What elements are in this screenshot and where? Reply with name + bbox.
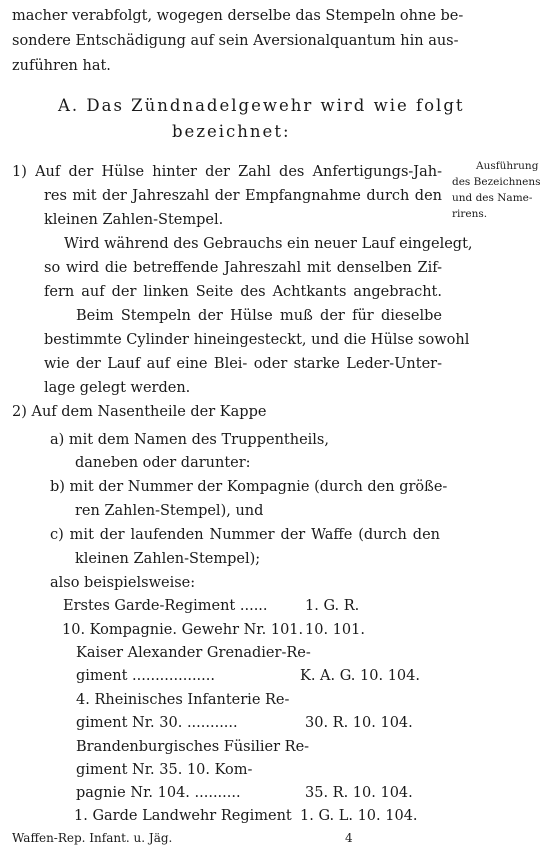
item2-line-1: 2) Auf dem Nasentheile der Kappe — [12, 404, 267, 420]
example-label-9: pagnie Nr. 104. .......... — [76, 785, 241, 801]
item2-line-6: c) mit der laufenden Nummer der Waffe (durch den — [50, 527, 440, 543]
example-value-6: 30. R. 10. 104. — [305, 715, 413, 731]
example-value-10: 1. G. L. 10. 104. — [300, 808, 418, 824]
example-label-2: 10. Kompagnie. Gewehr Nr. 101. — [62, 622, 304, 638]
example-label-4: giment .................. — [76, 668, 215, 684]
item1-line-10: lage gelegt werden. — [44, 380, 191, 396]
example-value-2: 10. 101. — [305, 622, 365, 638]
footer-signature: Waffen-Rep. Infant. u. Jäg. — [12, 831, 173, 845]
intro-line-2: sondere Entschädigung auf sein Aversionalquantum hin aus- — [12, 33, 459, 49]
margin-note-line-4: rirens. — [452, 208, 488, 220]
example-label-1: Erstes Garde-Regiment ...... — [63, 598, 268, 614]
item2-line-3: daneben oder darunter: — [75, 455, 251, 471]
margin-note-line-1: Ausführung — [476, 160, 539, 172]
item1-line-4: Wird während des Gebrauchs ein neuer Lauf eingelegt, — [64, 236, 473, 252]
item1-line-1: 1) Auf der Hülse hinter der Zahl des Anfertigungs-Jah- — [12, 164, 442, 180]
intro-line-3: zuführen hat. — [12, 58, 111, 74]
section-heading-line-1: A. Das Zündnadelgewehr wird wie folgt — [58, 96, 465, 115]
example-value-9: 35. R. 10. 104. — [305, 785, 413, 801]
item2-line-8: also beispielsweise: — [50, 575, 196, 591]
example-label-7: Brandenburgisches Füsilier Re- — [76, 739, 310, 755]
item1-line-5: so wird die betreffende Jahreszahl mit denselben Zif- — [44, 260, 442, 276]
example-label-5: 4. Rheinisches Infanterie Re- — [76, 692, 290, 708]
margin-note-line-3: und des Name- — [452, 192, 533, 204]
example-label-6: giment Nr. 30. ........... — [76, 715, 238, 731]
item2-line-4: b) mit der Nummer der Kompagnie (durch den größe- — [50, 479, 448, 495]
item1-line-7: Beim Stempeln der Hülse muß der für dieselbe — [76, 308, 442, 324]
example-label-10: 1. Garde Landwehr Regiment — [74, 808, 292, 824]
item1-line-8: bestimmte Cylinder hineingesteckt, und die Hülse sowohl — [44, 332, 470, 348]
item1-line-6: fern auf der linken Seite des Achtkants angebracht. — [44, 284, 442, 300]
intro-line-1: macher verabfolgt, wogegen derselbe das Stempeln ohne be- — [12, 8, 464, 24]
example-value-4: K. A. G. 10. 104. — [300, 668, 420, 684]
example-value-1: 1. G. R. — [305, 598, 360, 614]
page-number: 4 — [345, 831, 353, 845]
item1-line-3: kleinen Zahlen-Stempel. — [44, 212, 224, 228]
item2-line-7: kleinen Zahlen-Stempel); — [75, 551, 261, 567]
item2-line-2: a) mit dem Namen des Truppentheils, — [50, 432, 329, 448]
section-heading-line-2: bezeichnet: — [172, 122, 291, 141]
example-label-8: giment Nr. 35. 10. Kom- — [76, 762, 253, 778]
item1-line-2: res mit der Jahreszahl der Empfangnahme durch den — [44, 188, 442, 204]
item2-line-5: ren Zahlen-Stempel), und — [75, 503, 264, 519]
item1-line-9: wie der Lauf auf eine Blei- oder starke Leder-Unter- — [44, 356, 442, 372]
margin-note-line-2: des Bezeichnens — [452, 176, 541, 188]
example-label-3: Kaiser Alexander Grenadier-Re- — [76, 645, 311, 661]
